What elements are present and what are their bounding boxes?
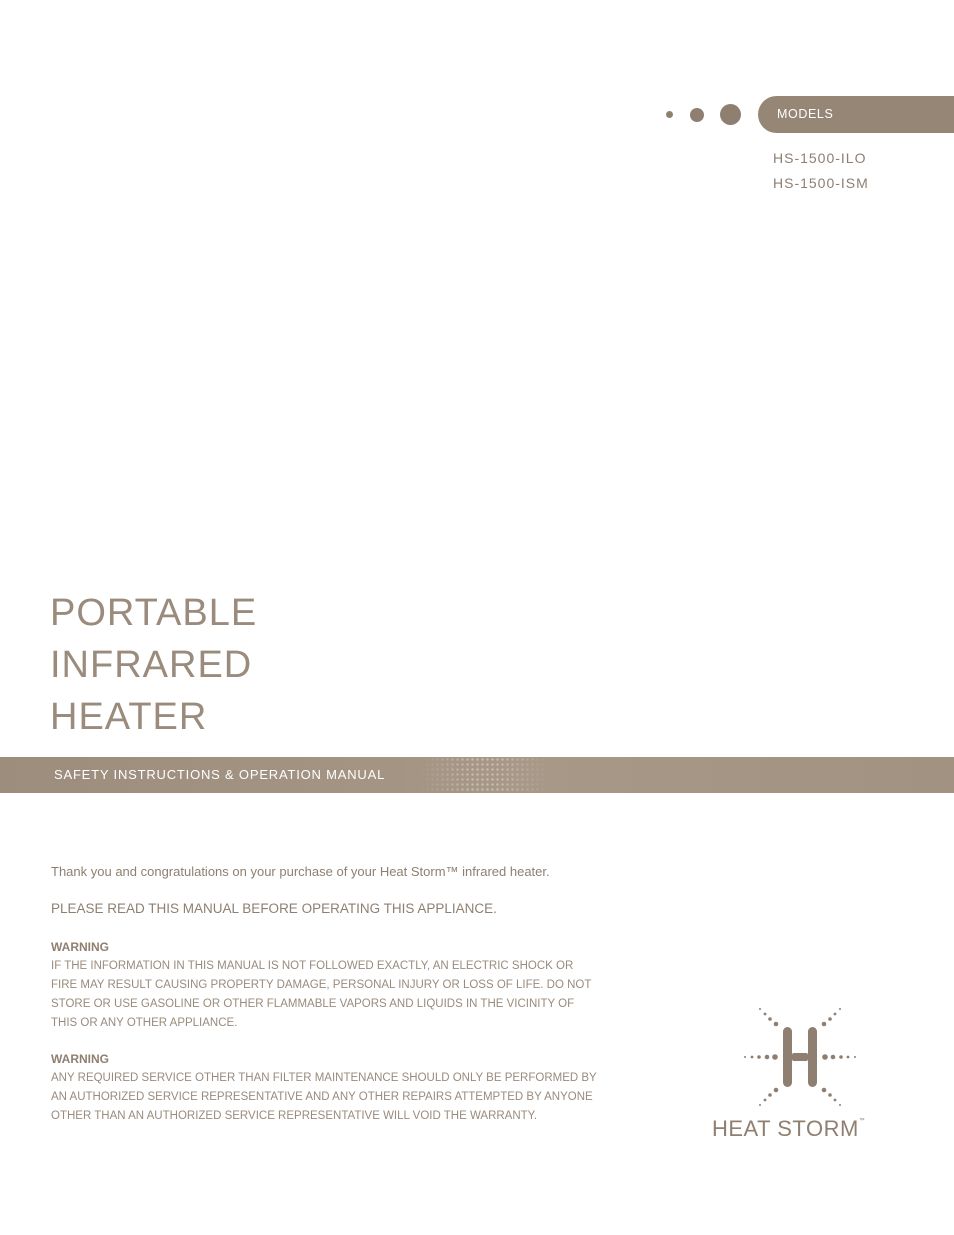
subtitle-text: SAFETY INSTRUCTIONS & OPERATION MANUAL xyxy=(54,767,386,782)
warning-heading: WARNING xyxy=(51,1052,109,1066)
brand-name xyxy=(712,1116,865,1142)
warning-line: ANY REQUIRED SERVICE OTHER THAN FILTER MAINTENANCE SHOULD ONLY BE PERFORMED BY xyxy=(51,1072,597,1084)
warning-line: STORE OR USE GASOLINE OR OTHER FLAMMABLE VAPORS AND LIQUIDS IN THE VICINITY OF xyxy=(51,998,575,1010)
large-dot-icon xyxy=(720,104,741,125)
decorative-dots xyxy=(660,103,750,125)
warning-text xyxy=(51,957,631,1033)
trademark-symbol: ™ xyxy=(858,1118,866,1124)
warning-heading: WARNING xyxy=(51,940,109,954)
models-label: MODELS xyxy=(758,96,954,133)
warning-line: FIRE MAY RESULT CAUSING PROPERTY DAMAGE, PERSONAL INJURY OR LOSS OF LIFE. DO NOT xyxy=(51,979,592,991)
small-dot-icon xyxy=(666,111,673,118)
title-line: INFRARED xyxy=(50,644,253,686)
medium-dot-icon xyxy=(690,108,704,122)
model-number: HS-1500-ISM xyxy=(773,175,869,191)
intro-text: Thank you and congratulations on your purchase of your Heat Storm™ infrared heater. xyxy=(51,864,550,879)
warning-line: AN AUTHORIZED SERVICE REPRESENTATIVE AND ANY OTHER REPAIRS ATTEMPTED BY ANYONE xyxy=(51,1091,593,1103)
heat-storm-logo-icon xyxy=(740,1005,860,1113)
warning-line: OTHER THAN AN AUTHORIZED SERVICE REPRESENTATIVE WILL VOID THE WARRANTY. xyxy=(51,1110,538,1122)
halftone-pattern xyxy=(420,757,550,793)
title-line: HEATER xyxy=(50,696,208,738)
brand-name-text: HEAT STORM xyxy=(712,1116,859,1141)
model-number: HS-1500-ILO xyxy=(773,150,867,166)
warning-line: THIS OR ANY OTHER APPLIANCE. xyxy=(51,1017,238,1029)
warning-text xyxy=(51,1069,631,1126)
title-line: PORTABLE xyxy=(50,592,258,634)
warning-line: IF THE INFORMATION IN THIS MANUAL IS NOT FOLLOWED EXACTLY, AN ELECTRIC SHOCK OR xyxy=(51,960,574,972)
read-manual-notice: PLEASE READ THIS MANUAL BEFORE OPERATING THIS APPLIANCE. xyxy=(51,901,497,916)
